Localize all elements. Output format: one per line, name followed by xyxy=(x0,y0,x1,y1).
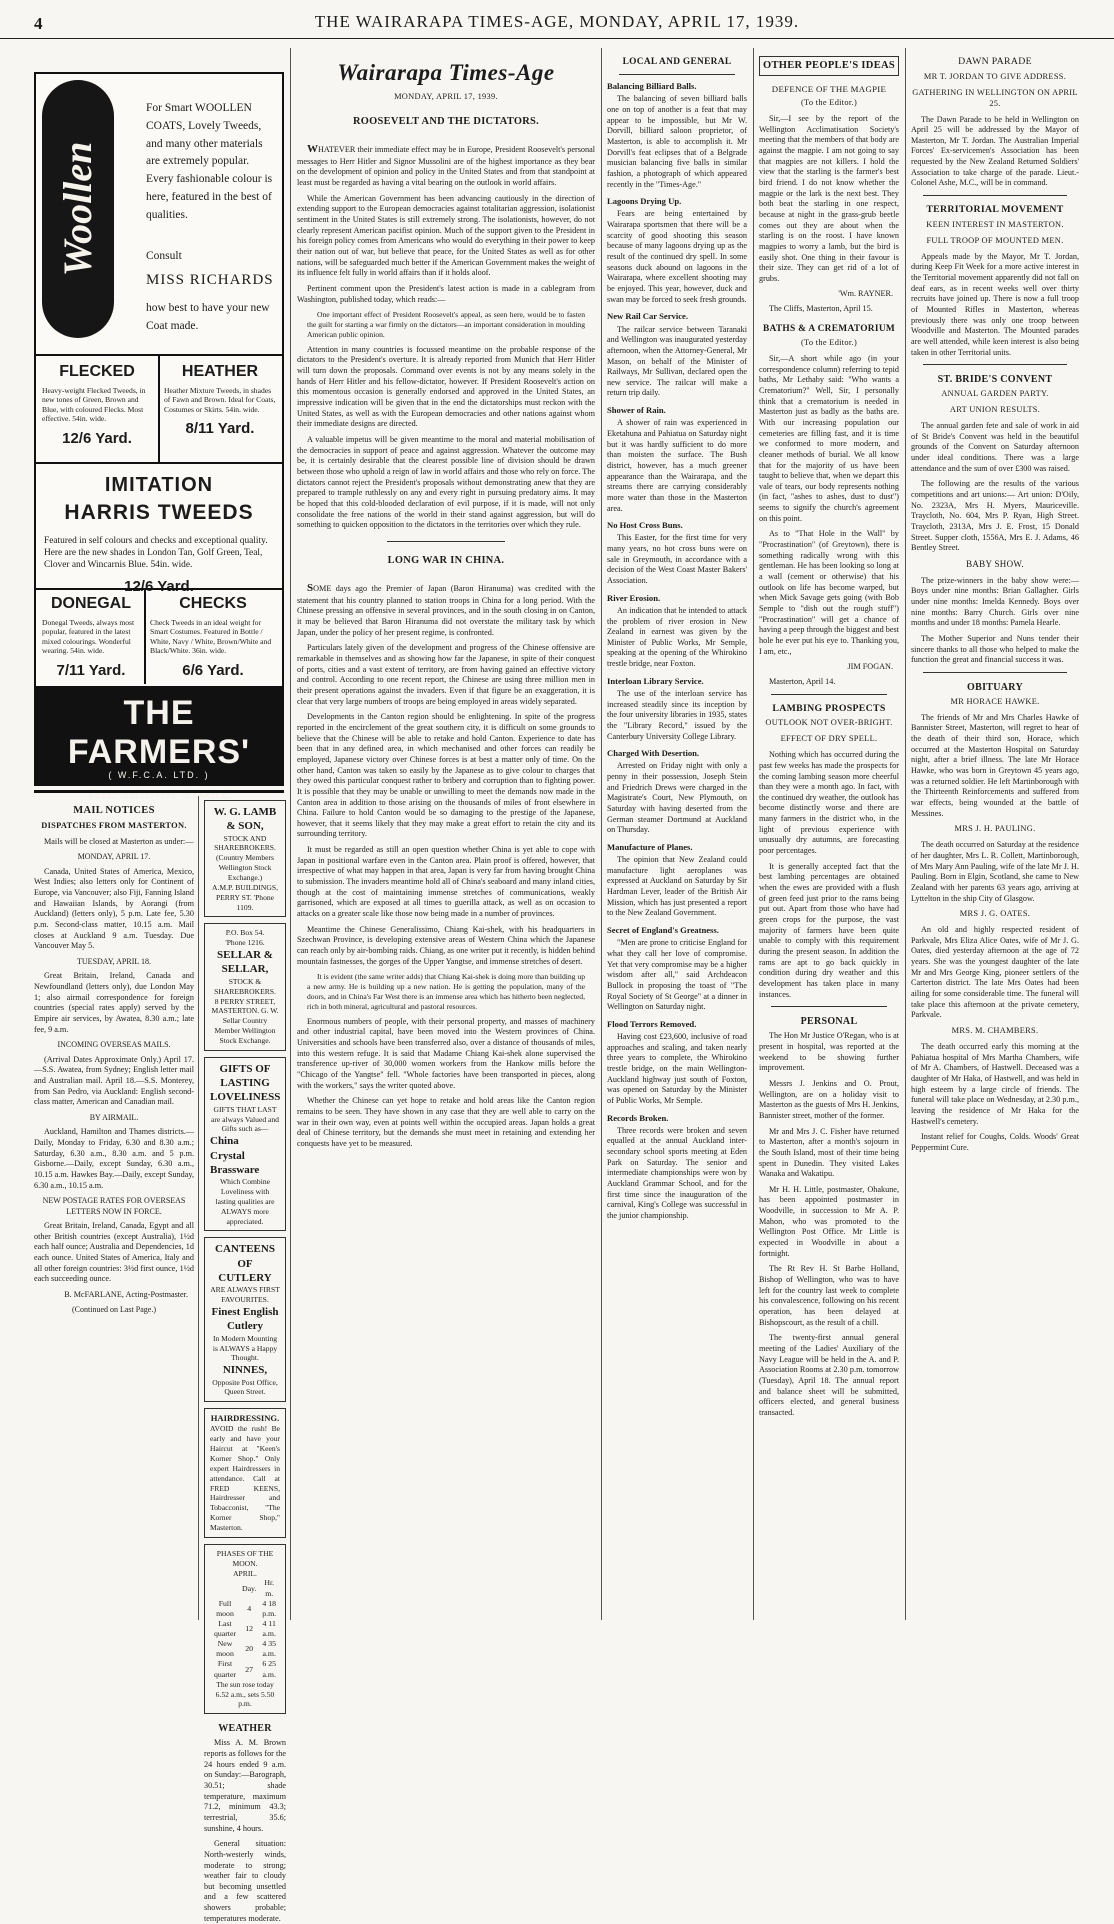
column-rule xyxy=(198,796,199,1620)
mail-text: Great Britain, Ireland, Canada, Egypt and all other British countries (except Australia), 1½d each half ounce; Australia and Dependencies, 1d each ounce. United States of America, Italy and all other foreign countries: 3½d first ounce, 1½d each succeeding ounce. xyxy=(34,1220,194,1284)
moon-table: Day. Hr. m. Full moon 4 4 18 p.m. Last quarter 12 4 11 a.m. New moon 20 4 35 a.m. First quarter 27 6 25 a.m. xyxy=(213,1578,277,1679)
obituary-name: MR HORACE HAWKE. xyxy=(950,696,1040,706)
sellar-phone: 'Phone 1216. xyxy=(225,938,265,948)
baby-show-text: The Mother Superior and Nuns tender their sincere thanks to all those who helped to make the function the great and financial success it was. xyxy=(911,633,1079,665)
advert-divider xyxy=(36,462,282,464)
continued-note: (Continued on Last Page.) xyxy=(72,1304,156,1314)
letter1-text: Sir,—I see by the report of the Wellington Acclimatisation Society's meeting that the members of that body are against the magpie. I am not going to say that magpies are not killers. I hold the view that the starling is the farmer's best bird friend. I do not know whether the magpie or the lark is the next best. They both beat the starling in one respect, because at night in the grass-grub beetle comes out they are about when the starling is on the roost. I have known magpies to worry a lamb, but the bird is easily shot. One thing in their favour is their size. They can get rid of a lot of grubs. xyxy=(759,113,899,283)
item-text: "Men are prone to criticise England for what they call her love of compromise. Yet that very compromise may be a higher wisdom after all," said Archdeacon Bullock in proposing the toast of "The Royal Society of St George" at a dinner in Wellington on Saturday night. xyxy=(607,938,747,1012)
letters-column xyxy=(759,48,899,1620)
lambing-title: LAMBING PROSPECTS xyxy=(772,702,886,714)
flecked-box xyxy=(42,362,152,449)
obituary-text: An old and highly respected resident of Parkvale, Mrs Eliza Alice Oates, wife of Mr J. G. Oates, died yesterday afternoon at the age of 72 years. She was the youngest daughter of the late Mr and Mrs George King, pioneer settlers of the Carterton district. The late Mrs Oates had been ailing for some considerable time. The funeral will take place this afternoon at the private cemetery, Parkvale. xyxy=(911,925,1079,1020)
hair-title: HAIRDRESSING. xyxy=(210,1413,280,1424)
gifts-foot: Which Combine Loveliness with lasting qualities are ALWAYS more appreciated. xyxy=(215,1177,275,1226)
right-column xyxy=(911,48,1079,1620)
letter2-to: (To the Editor.) xyxy=(800,338,858,348)
editorial-paragraph: A valuable impetus will be given meantime to the moral and material mobilisation of the democracies in support of peace and against aggression. Whatever the outcome may be, it is certainly desirable that the clearest possible line of division should be drawn between those who uphold a reign of law in world affairs and those who rely on force. The dictators cannot reject the President's proposals without demonstrating anew that they are prepared to trample ruthlessly on any and every right in pursuing predatory aims. It may be hoped that this cold-blooded declaration of evil purpose, if it is made, will not only consolidate the free nations of the world in their stand against aggression, but will do something to quicken opposition to the dictators in the territories over which they rule. xyxy=(297,434,595,530)
imitation-price: 12/6 Yard. xyxy=(124,577,194,595)
lamb-note: (Country Members Wellington Stock Exchange.) xyxy=(216,853,274,883)
divider xyxy=(923,364,1067,365)
advert-divider xyxy=(158,354,160,462)
mail-heading: MONDAY, APRIL 17. xyxy=(77,852,151,862)
editorial-title: ROOSEVELT AND THE DICTATORS. xyxy=(352,115,540,127)
item-text: The use of the interloan service has increased steadily since its inception by the four university libraries in 1935, states the "Library Record," issued by the Canterbury University College Library. xyxy=(607,688,747,741)
farmers-tweeds-advert xyxy=(34,72,284,801)
sellar-name: SELLAR & SELLAR, xyxy=(217,949,273,976)
mail-text: Auckland, Hamilton and Thames districts.—Daily, Monday to Friday, 6.30 and 8.30 a.m.; Saturday, 6.30 a.m., 8.30 a.m. and 5 p.m. Gisborne.—Daily, except Sunday, 6.30 a.m., 10.15 a.m. Hawkes Bay.—Daily, except Sunday, 6.30 a.m., 10.15 a.m. xyxy=(34,1127,194,1190)
heather-title: HEATHER xyxy=(181,363,259,380)
advert-divider xyxy=(144,588,146,684)
letters-title: OTHER PEOPLE'S IDEAS xyxy=(759,56,899,76)
flecked-title: FLECKED xyxy=(59,363,135,380)
letter2-text: As to "That Hole in the Wall" by "Procrastination" (of Greytown), there is something radically wrong with this gentleman. He has been looking so long at a wall (cement or otherwise) that his outlook on life has become warped, but when Mick Savage gets going (with Bob Semple to "dish out the rough stuff") "Procrastination" will get a chance of having a peep through the biggest and best hole he ever put his eye to. Thanking you, I am, etc., xyxy=(759,529,899,656)
item-heading: New Rail Car Service. xyxy=(607,311,688,322)
item-heading: Flood Terrors Removed. xyxy=(607,1018,697,1029)
personal-item: The twenty-first annual general meeting of the Ladies' Auxiliary of the Navy League will be held in the A. and P. Association Rooms at 2.30 p.m. tomorrow (Tuesday), April 18. The annual report and balance sheet will be submitted, officers elected, and general business transacted. xyxy=(759,1333,899,1417)
editorial-column xyxy=(297,48,595,1620)
obituary-name: MRS J. H. PAULING. xyxy=(954,824,1036,834)
item-heading: No Host Cross Buns. xyxy=(607,520,683,531)
item-text: A shower of rain was experienced in Eketahuna and Pahiatua on Saturday night but it was hardly sufficient to do more than moisten the surface. The Bush district, however, has a much greener appearance than the Wairarapa, and the streams there are carrying considerably more water than those in the Masterton area. xyxy=(607,418,747,513)
item-heading: Secret of England's Greatness. xyxy=(607,925,719,936)
obituary-text: The death occurred early this morning at the Pahiatua hospital of Mrs Martha Chambers, wife of Mr A. Chambers, of Hastwell. Deceased was a daughter of Mr Haka, of Hastwell, and was held in high esteem by a large circle of friends. The funeral will take place on Wednesday, at 2.30 p.m., leaving the residence of Mr Haka for the Hastwell's cemetery. xyxy=(911,1041,1079,1126)
convent-sub: ANNUAL GARDEN PARTY. xyxy=(941,389,1049,399)
woollens-logo: Woollen xyxy=(42,80,114,338)
item-heading: Interloan Library Service. xyxy=(607,675,704,686)
territorial-sub: FULL TROOP OF MOUNTED MEN. xyxy=(926,235,1064,245)
canteens-address: Opposite Post Office, Queen Street. xyxy=(212,1377,278,1397)
lambing-sub: OUTLOOK NOT OVER-BRIGHT. xyxy=(765,718,893,728)
obituary-title: OBITUARY xyxy=(967,681,1023,693)
editorial-paragraph: WHATEVER their immediate effect may be in Europe, President Roosevelt's personal messages to Herr Hitler and Signor Mussolini are of the highest importance as they bear on the development of opinion and policy in the United States and from that standpoint at least must be regarded as having a vital bearing on the outlook in world affairs. xyxy=(297,143,595,187)
heather-price: 8/11 Yard. xyxy=(185,420,255,438)
canteens-title2: Finest English Cutlery xyxy=(211,1306,279,1333)
mail-heading: TUESDAY, APRIL 18. xyxy=(77,956,151,966)
gifts-advert xyxy=(204,1057,286,1232)
sellar-advert xyxy=(204,923,286,1050)
remedy-advert: Instant relief for Coughs, Colds. Woods' Great Peppermint Cure. xyxy=(911,1132,1079,1152)
parade-sub: GATHERING IN WELLINGTON ON APRIL 25. xyxy=(912,87,1078,108)
canteens-shop: NINNES, xyxy=(222,1364,268,1377)
item-heading: Shower of Rain. xyxy=(607,405,666,416)
parade-text: The Dawn Parade to be held in Wellington on April 25 will be addressed by the Mayor of Masterton, Mr T. Jordan. The Australian Imperial Forces' Ex-servicemen's Association has been requested by the New Zealand Returned Soldiers' Association to take charge of the parade. Lieut.-Colonel Ashe, M.C., will be in command. xyxy=(911,114,1079,188)
weather-text: Miss A. M. Brown reports as follows for the 24 hours ended 9 a.m. on Sunday:—Barograph, 30.51; shade temperature, maximum 71.2, minimum 43.3; terrestrial, 35.6; sunshine, 4 hours. xyxy=(204,1738,286,1833)
donegal-title: DONEGAL xyxy=(51,595,131,612)
editorial-paragraph: Attention in many countries is focussed meantime on the probable response of the dictators to the President's overture. It is already reported from Munich that Herr Hitler will turn down the proposals. Command over events is not by any means solely in the hands of Herr Hitler and his fellow-dictator, however. If President Roosevelt's action on this momentous occasion is generally endorsed and approved in the United States, an impressive indication will be given that in the end the dictatorships must reckon with the United States, as well as with the European democracies and other nations against whom their immediate designs are directed. xyxy=(297,344,595,429)
column-rule xyxy=(905,48,906,1620)
obituary-name: MRS J. G. OATES. xyxy=(959,909,1031,919)
lambing-sub: EFFECT OF DRY SPELL. xyxy=(780,734,878,744)
editorial-paragraph: Pertinent comment upon the President's latest action is made in a cablegram from Washington, published today, which reads:— xyxy=(297,283,595,304)
flecked-desc: Heavy-weight Flecked Tweeds, in new tones of Green, Brown and Blue, with coloured Flecks. Most effective. 54in. wide. xyxy=(42,386,146,424)
imitation-desc: Featured in self colours and checks and exceptional quality. Here are the new shades in London Tan, Golf Green, Teal, Clover and Wincarnis Blue. 54in. wide. xyxy=(44,536,268,571)
editorial-paragraph: Whether the Chinese can yet hope to retake and hold areas like the Canton region remains to be seen. They have shown in any case that they are well able to carry on the war in their own way, even at points well within the occupied areas. Japan holds a great deal of Chinese territory, but the demands she must meet in retaining and extending her conquests have yet to be measured. xyxy=(297,1096,595,1149)
mail-text: Great Britain, Ireland, Canada and Newfoundland (letters only), due London May 1; also airmail correspondence for foreign countries (special rates apply) served by the Empire air services, by Awatea, 8.30 a.m.; late fee, 9 a.m. xyxy=(34,971,194,1034)
item-text: The opinion that New Zealand could manufacture light aeroplanes was expressed at Auckland on Saturday by Sir Hardman Lever, leader of the British Air Mission, which has just presented a report to the New Zealand Government. xyxy=(607,855,747,918)
item-heading: Charged With Desertion. xyxy=(607,748,700,759)
lamb-sub: STOCK AND SHAREBROKERS. xyxy=(214,833,276,853)
donegal-price: 7/11 Yard. xyxy=(56,661,126,679)
obituary-name: MRS. M. CHAMBERS. xyxy=(951,1026,1039,1036)
editorial-paragraph: SOME days ago the Premier of Japan (Baron Hiranuma) was credited with the statement that his country planned to station troops in China for a long period. With the Chinese pressing an offensive in several provinces, and in the south closing in on Canton, it may be believed that Baron Hiranuma did not overstate the military task by which Japan, under the policy of her present regime, is confronted. xyxy=(297,582,595,637)
obituary-text: The death occurred on Saturday at the residence of her daughter, Mrs L. R. Collett, Martinborough, of Mrs Mary Ann Pauling, wife of the late Mr J. H. Pauling. Born in Elgin, Scotland, she came to New Zealand with her parents 63 years ago, arriving at Lyttelton in the ship City of Glasgow. xyxy=(911,840,1079,903)
mail-heading: NEW POSTAGE RATES FOR OVERSEAS LETTERS NOW IN FORCE. xyxy=(42,1196,186,1216)
lambing-text: It is generally accepted fact that the best lambing percentages are obtained when the ewes are provided with a flush of green feed just prior to the rams being put out. Apart from those who have had green crops for the purpose, the vast majority of farmers have been quite unable to comply with this requirement during the present season. In addition the rams are apt to go back quickly in condition during dry weather and this development has taken place in many instances. xyxy=(759,861,899,999)
letter1-sign: 'Wm. RAYNER. xyxy=(838,289,893,299)
page-masthead xyxy=(0,0,1114,39)
store-sub: ( W.F.C.A. LTD. ) xyxy=(108,770,210,780)
divider xyxy=(387,541,505,542)
checks-title: CHECKS xyxy=(179,595,247,612)
territorial-title: TERRITORIAL MOVEMENT xyxy=(926,204,1064,216)
advert-how: how best to have your new Coat made. xyxy=(146,302,270,332)
mail-intro: Mails will be closed at Masterton as under:— xyxy=(44,836,194,846)
mail-heading: BY AIRMAIL. xyxy=(89,1112,139,1122)
editorial-paragraph: Enormous numbers of people, with their personal property, and masses of machinery and other industrial capital, have been moved into the Western provinces of China. Universities and schools have been transferred also, over a distance of thousands of miles, into this western refuge. It is said that Madame Chiang Kai-shek alone supervised the transference up-river of 30,000 women workers from the Hankow mills before the "Chicago of the Yangtse" fell. "Whole factories have been transported in pieces, along with the workers," says the writer quoted above. xyxy=(297,1016,595,1090)
checks-box xyxy=(150,594,276,681)
mail-heading: INCOMING OVERSEAS MAILS. xyxy=(57,1040,171,1050)
small-ads-column xyxy=(204,796,286,1923)
store-tagline: " THE SENIOR STORE " xyxy=(75,786,243,801)
letter1-to: (To the Editor.) xyxy=(800,98,858,108)
column-rule xyxy=(601,48,602,1620)
flecked-price: 12/6 Yard. xyxy=(62,429,132,447)
imitation-line2: HARRIS TWEEDS xyxy=(64,501,254,524)
store-name: THE FARMERS' xyxy=(67,694,251,771)
lamb-address: A.M.P. BUILDINGS, PERRY ST. 'Phone 1109. xyxy=(211,882,279,912)
column-rule xyxy=(753,48,754,1620)
mail-text: Canada, United States of America, Mexico, West Indies; also letters only for Continent of Europe, via Vancouver; also Fiji, Fanning Island and Hawaiian Islands, by Aorangi (from Auckland) (letters only), 5 p.m. Late fee, 5.30 p.m. Second-class matter, 10.15 a.m. Mail closes at Auckland 9 a.m. Tuesday. Due Vancouver May 5. xyxy=(34,866,194,951)
column-rule xyxy=(290,48,291,1620)
gift-item: Brassware xyxy=(210,1163,260,1176)
canteens-text2: In Modern Mounting is ALWAYS a Happy Thought. xyxy=(212,1333,278,1363)
divider xyxy=(771,694,887,695)
sun-times: The sun rose today 6.52 a.m., sets 5.50 p.m. xyxy=(215,1679,275,1709)
gifts-text: GIFTS THAT LAST are always Valued and Gifts such as— xyxy=(211,1104,279,1134)
canteens-text: ARE ALWAYS FIRST FAVOURITES. xyxy=(210,1285,280,1305)
moon-phases xyxy=(204,1544,286,1714)
item-text: This Easter, for the first time for very many years, no hot cross buns were on sale in Greymouth, in accordance with a decision of the West Coast Master Bakers' Association. xyxy=(607,533,747,586)
letter1-title: DEFENCE OF THE MAGPIE xyxy=(771,83,887,94)
checks-desc: Check Tweeds in an ideal weight for Smart Costumes. Featured in Bottle / White, Navy / White, Brown/White and Black/White. 36in. wide. xyxy=(150,618,272,656)
heather-box xyxy=(164,362,276,439)
letter2-sign: JIM FOGAN. xyxy=(847,662,893,672)
personal-item: Mr H. H. Little, postmaster, Ohakune, has been appointed postmaster in Woodville, in succession to Mr A. P. Mahon, who was promoted to the Wellington Post Office. Mr Little is expected in Woodville in about a fortnight. xyxy=(759,1184,899,1258)
moon-month: APRIL. xyxy=(233,1568,257,1578)
editorial-quote: It is evident (the same writer adds) that Chiang Kai-shek is doing more than building up a new army. He is building up a new nation. He is getting the population, many of the doors, and in China's Far West there is an immense area which has hitherto been neglected, rich in both mineral, agricultural and pastoral resources. xyxy=(307,972,585,1011)
editorial-paragraph: Meantime the Chinese Generalissimo, Chiang Kai-shek, with his headquarters in Szechwan Province, is developing extensive areas of Western China which the Japanese can reach only by air-bombing raids. Chiang, as one writer put it recently, is hidden behind mountain fastnesses, the gorges of the Upper Yangtse, and immense stretches of desert. xyxy=(297,924,595,966)
editorial-paragraph: While the American Government has been advancing cautiously in the direction of extending support to the European democracies against totalitarian aggression, isolationist sentiment in the United States is still extremely strong. The isolationists, however, do not clearly represent American pacifist opinion. Much of the support given to the President in his foreign policy comes from Americans who would do everything in their power to keep their nation out of war, but believe that peace, for the United States as well as for other nations, will be safeguarded much better if the American Government makes the weight of its influence felt fully in world affairs than if it holds aloof. xyxy=(297,193,595,278)
obituary-text: The friends of Mr and Mrs Charles Hawke of Bannister Street, Masterton, will regret to hear of the death of their third son, Horace, which occurred at the Masterton Hospital on Saturday night, after a brief illness. The late Mr Horace Hawke, who was born in Greytown 45 years ago, was a returned soldier. He left Martinborough with the Thirteenth Reinforcements and suffered from war effects, being wounded at the battle of Messines. xyxy=(911,712,1079,818)
donegal-box xyxy=(42,594,140,681)
convent-title: ST. BRIDE'S CONVENT xyxy=(937,374,1053,386)
item-heading: Records Broken. xyxy=(607,1112,669,1123)
gift-item: Crystal xyxy=(210,1149,245,1162)
imitation-harris-box xyxy=(36,474,282,595)
personal-item: Messrs J. Jenkins and O. Prout, Wellington, are on a holiday visit to Masterton as the guests of Mrs H. Jenkins, Bannister street, mother of the former. xyxy=(759,1078,899,1120)
territorial-sub: KEEN INTEREST IN MASTERTON. xyxy=(926,219,1064,229)
convent-text: The following are the results of the various competitions and art unions:— Art union: D'Oily, No. 2323A, Mrs H. Myers, Mauriceville. Traycloth, No. 604, Mrs P. Ryan, High Street. Traycloth, 2313A, Mrs J. E. Frost, 15 Donald Street. Supper cloth, 1556A, Mrs E. J. Adams, 46 Bentley Street. xyxy=(911,479,1079,553)
sellar-address: 8 PERRY STREET, MASTERTON. G. W. Sellar Country Member Wellington Stock Exchange. xyxy=(211,996,279,1045)
territorial-text: Appeals made by the Mayor, Mr T. Jordan, during Keep Fit Week for a more active interest in the Territorial movement apparently did not fall on deaf ears, as in recent weeks well over thirty recruits have joined up. There is now a full troop of Mounted Rifles in Masterton, whereas previously there was only one troop between Woodville and Masterton. The Mounted parades are well attended, while keen interest is also being taken in other Territorial units. xyxy=(911,251,1079,357)
item-heading: Balancing Billiard Balls. xyxy=(607,81,697,92)
heather-desc: Heather Mixture Tweeds, in shades of Fawn and Brown. Ideal for Coats, Costumes or Skirts. 54in. wide. xyxy=(164,386,276,414)
lambing-text: Nothing which has occurred during the past few weeks has made the prospects for the coming lambing season more cheerful than they were a month ago. In fact, with the continued dry weather, the outlook has become distinctly worse and there are many farmers in the district who, in the light of previous experience with unusually dry autumns, are forecasting poor percentages. xyxy=(759,750,899,856)
editorial-paragraph: Particulars lately given of the development and progress of the Chinese offensive are remarkable in themselves and as showing how far the Japanese, in spite of their conquest of ports, cities and a vast extent of territory, are from having gained an effective victory and control. According to one recent report, the Chinese are using three million men in their present operations against the invaders. Even if that figure be an exaggeration, it is clear that very large numbers of troops are being employed in areas widely separated. xyxy=(297,643,595,706)
donegal-desc: Donegal Tweeds, always most popular, featured in the latest mixed colourings. Wonderful wearing. 54in. wide. xyxy=(42,618,135,656)
canteens-title: CANTEENS OF CUTLERY xyxy=(215,1243,275,1285)
divider xyxy=(771,1006,887,1007)
advert-consultant: MISS RICHARDS xyxy=(146,272,274,288)
mail-title: MAIL NOTICES xyxy=(73,805,155,816)
checks-price: 6/6 Yard. xyxy=(182,661,244,679)
mail-signed: B. McFARLANE, Acting-Postmaster. xyxy=(64,1289,188,1299)
local-general-column xyxy=(607,48,747,1620)
convent-sub: ART UNION RESULTS. xyxy=(949,405,1041,415)
item-text: Having cost £23,600, inclusive of road approaches and scaling, and taken nearly three years to complete, the Whirokino trestle bridge, on the main Wellington-Auckland highway just south of Foxton, was opened on Saturday by the Minister of Public Works, Mr Semple. xyxy=(607,1032,747,1105)
hairdressing-advert xyxy=(204,1408,286,1538)
lamb-name: W. G. LAMB & SON, xyxy=(213,806,277,833)
sellar-sub: STOCK & SHAREBROKERS. xyxy=(214,976,276,996)
personal-item: Mr and Mrs J. C. Fisher have returned to Masterton, after a month's sojourn in the South Island, most of their time being spent in Dunedin. They visited Lakes Wanaka and Wakatipu. xyxy=(759,1126,899,1179)
personal-title: PERSONAL xyxy=(800,1016,858,1028)
letter2-text: Sir,—A short while ago (in your correspondence column) referring to tepid baths, Mr Lethaby said: "Who wants a Crematorium?" Well, Sir, I personally think that a crematorium is needed in Masterton just as badly as the baths are. With our increasing population our cemeteries are filling fast, and it is time we conformed to more modern, and cleaner methods of burial. We all know that for the majority of us have been taught to believe that, when we depart this vale of tears, our body represents nothing (in fact, "ashes to ashes, dust to dust") seems to signify the church's agreement on this point. xyxy=(759,353,899,523)
editorial-date: MONDAY, APRIL 17, 1939. xyxy=(394,91,498,101)
personal-item: The Rt Rev H. St Barbe Holland, Bishop of Wellington, who was to have left for the country last week to complete his convalescence, following on his recent operation, has been delayed at Bishopscourt, as the result of a chill. xyxy=(759,1264,899,1327)
moon-title: PHASES OF THE MOON. xyxy=(216,1548,274,1568)
parade-sub: MR T. JORDAN TO GIVE ADDRESS. xyxy=(923,71,1067,81)
item-heading: River Erosion. xyxy=(607,592,661,603)
section-divider xyxy=(34,790,284,793)
divider xyxy=(619,74,735,75)
item-text: An indication that he intended to attack the problem of river erosion in New Zealand in earnest was given by the Minister of Public Works, Mr Semple, speaking at the opening of the Whirokino trestle bridge, near Foxton. xyxy=(607,605,747,669)
item-text: Three records were broken and seven equalled at the annual Auckland inter-secondary school sports meeting at Eden Park on Saturday. The senior and intermediate championships were won by Auckland Grammar School, and for the first time since the inauguration of the carnival, King's College was successful in the junior championship. xyxy=(607,1125,747,1221)
divider xyxy=(923,195,1067,196)
farmers-store-banner xyxy=(36,686,282,801)
letter2-title: BATHS & A CREMATORIUM xyxy=(762,323,896,334)
baby-show-title: BABY SHOW. xyxy=(966,558,1024,569)
advert-divider xyxy=(36,588,282,590)
weather-title: WEATHER xyxy=(218,1723,272,1735)
baby-show-text: The prize-winners in the baby show were:— Boys under nine months: Brian Gallagher. Girls under nine months: Imelda Kennedy. Boys over nine months: Barry Church. Girls over nine months and under 18 months: Pamela Hearle. xyxy=(911,575,1079,628)
item-heading: Lagoons Drying Up. xyxy=(607,196,682,207)
parade-title: DAWN PARADE xyxy=(958,56,1032,67)
canteens-advert xyxy=(204,1237,286,1402)
mail-notices-column xyxy=(34,796,194,1620)
item-heading: Manufacture of Planes. xyxy=(607,842,693,852)
convent-text: The annual garden fete and sale of work in aid of St Bride's Convent was held in the beautiful grounds of the Convent on Saturday afternoon under ideal conditions. There was a large attendance and the sum of over £300 was raised. xyxy=(911,421,1079,473)
advert-copy: For Smart WOOLLEN COATS, Lovely Tweeds, and many other materials are extremely popular. Every fashionable colour is here, featured in the best of qualities. xyxy=(146,102,273,221)
editorial-paragraph: It must be regarded as still an open question whether China is yet able to cope with Japan in positional warfare even in the Canton area. Plain proof is offered, however, that irrespective of what may happen in that area, Japan is very far from having brought China to submission. The invaders meantime hold all of China's seaboard and many inland cities, though at the cost of maintaining immense stretches of communications, weakly garrisoned, which are exposed at all times to guerilla attack, as well as on occasion to attacks on a greater scale like those now being made in a number of provinces. xyxy=(297,845,595,919)
divider xyxy=(923,672,1067,673)
item-text: The balancing of seven billiard balls one on top of another is a feat that may appear to be impossible, but Mr W. Dorvill, billiard saloon proprietor, of Masterton, is able to accomplish it. Mr Dorvill's feat eclipses that of a Belgrade musician balancing five balls in similar fashion, a photograph of which appeared recently in the "Times-Age." xyxy=(607,94,747,189)
gift-item: China xyxy=(210,1135,239,1148)
item-text: Fears are being entertained by Wairarapa sportsmen that there will be a scarcity of good shooting this season because of many lagoons drying up as the result of the continued dry spell. In some seasons duck abound on lagoons in the Wairarapa, where excellent shooting may be enjoyed. This year, however, duck and swan may be forced to seek fresh grounds. xyxy=(607,209,747,304)
sellar-box: P.O. Box 54. xyxy=(225,928,265,938)
mail-subtitle: DISPATCHES FROM MASTERTON. xyxy=(41,820,187,830)
imitation-line1: IMITATION xyxy=(104,474,214,496)
lamb-advert xyxy=(204,800,286,917)
gifts-title: GIFTS OF LASTING LOVELINESS xyxy=(210,1062,281,1104)
page-number: 4 xyxy=(34,14,43,33)
editorial-masthead: Wairarapa Times-Age xyxy=(337,60,555,85)
local-title: LOCAL AND GENERAL xyxy=(622,57,732,67)
mail-text: (Arrival Dates Approximate Only.) April 17.—S.S. Awatea, from Sydney; English letter mail and Australian mail. April 18.—S.S. Monterey, from San Pedro, via Auckland: English second-class matter, American and Canadian mail. xyxy=(34,1054,194,1107)
weather-general: General situation: North-westerly winds, moderate to strong; weather fair to cloudy but becoming unsettled and a few scattered showers probable; temperatures moderate. xyxy=(204,1839,286,1923)
item-text: The railcar service between Taranaki and Wellington was inaugurated yesterday afternoon, when the Attorney-General, Mr Mason, on behalf of the Minister of Railways, Mr Sullivan, declared open the new service. The railcar will make a return trip daily. xyxy=(607,324,747,398)
editorial-quote: One important effect of President Roosevelt's appeal, as seen here, would be to fasten the guilt for starting a war firmly on the dictators—an important consideration in moulding American public opinion. xyxy=(307,310,585,339)
letter2-place: Masterton, April 14. xyxy=(769,676,836,686)
advert-consult: Consult xyxy=(146,250,182,262)
newspaper-title: THE WAIRARAPA TIMES-AGE, MONDAY, APRIL 17, 1939. xyxy=(314,12,800,31)
hair-text: AVOID the rush! Be early and have your Haircut at "Keen's Korner Shop." Only expert Hairdressers in attendance. Call at FRED KEENS, Hairdresser and Tobacconist, "The Korner Shop," Masterton. xyxy=(210,1424,280,1533)
editorial-title-2: LONG WAR IN CHINA. xyxy=(387,554,505,566)
item-text: Arrested on Friday night with only a penny in their possession, Joseph Stein and Friedrich Drews were charged in the Magistrate's Court, New Plymouth, on Saturday with having deserted from the German steamer Dortmund at Auckland on Thursday. xyxy=(607,761,747,835)
personal-item: The Hon Mr Justice O'Regan, who is at present in hospital, was reported at the weekend to be showing further improvement. xyxy=(759,1031,899,1073)
letter1-place: The Cliffs, Masterton, April 15. xyxy=(769,304,873,314)
editorial-paragraph: Developments in the Canton region should be enlightening. In spite of the progress reported in the encirclement of the great southern city, it is difficult on some grounds to believe that the Chinese will be able to retake and hold Canton. Experience to date has been that in any defined area, in which mechanised and other forces can readily be employed, Japanese victory over Chinese forces is at best a matter only of time. On the other hand, Canton was taken so easily by the Japanese as to give colour to charges that they owed this particular conquest rather to bribery and corruption than to fighting power. It is possible that they may be unable or unwilling to meet the demands now made in the Canton area in addition to those arising on the thousands of miles of front elsewhere in China. Failure to hold Canton would be so damaging to the prestige of the Japanese, however, that it seems likely that they may make a great effort to retain the city and its surrounding territory. xyxy=(297,712,595,839)
